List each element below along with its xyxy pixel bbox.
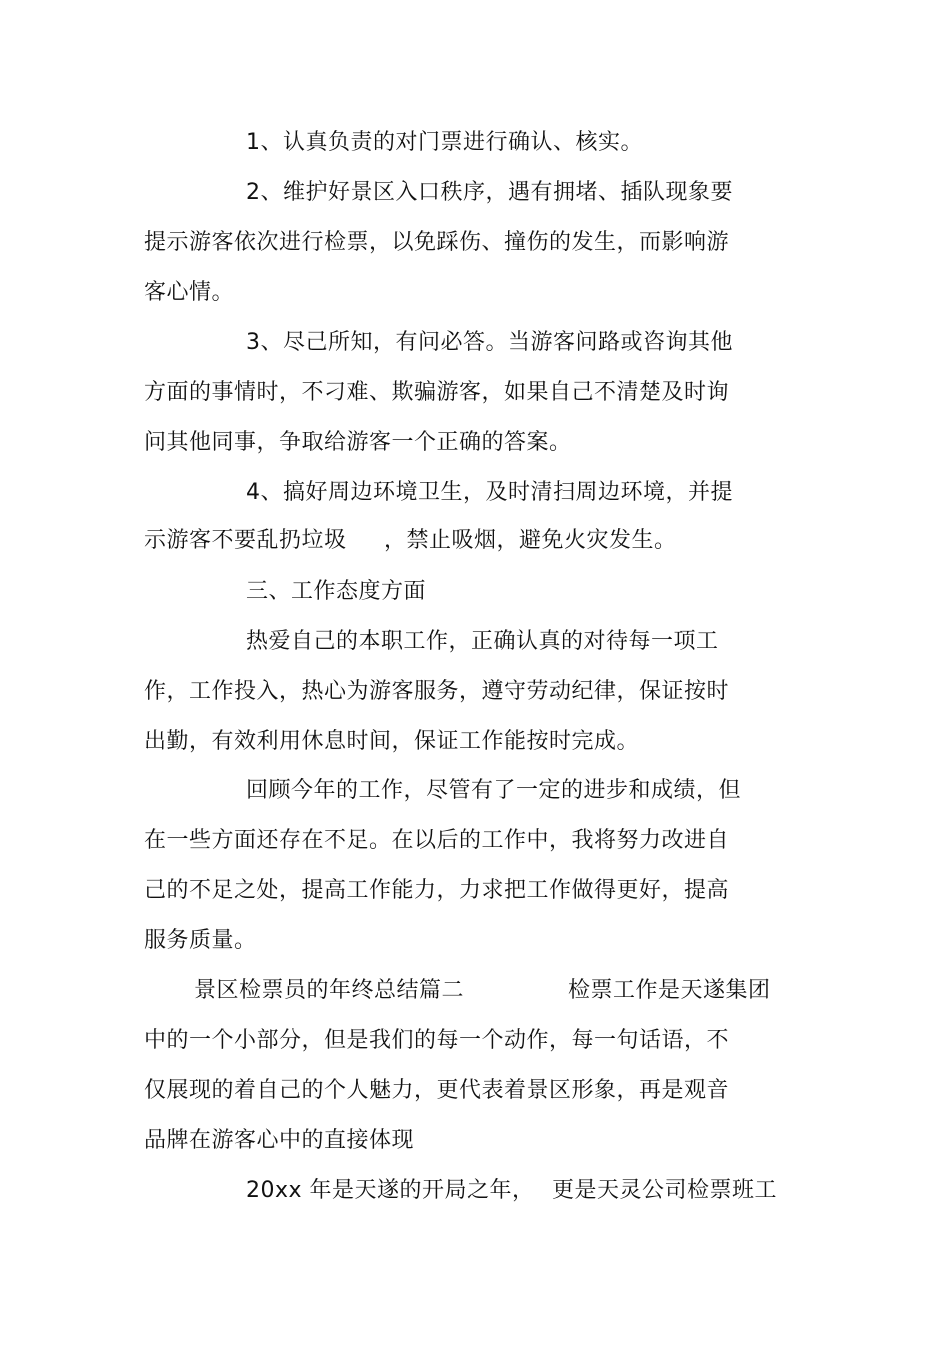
paragraph-part2-line-1: 检票工作是天遂集团 (568, 978, 771, 1003)
paragraph-part2-line-4: 品牌在游客心中的直接体现 (144, 1128, 415, 1153)
paragraph-review-line-2: 在一些方面还存在不足。在以后的工作中，我将努力改进自 (144, 828, 730, 853)
list-item-2-line-3: 客心情。 (144, 280, 235, 305)
section-heading: 三、工作态度方面 (246, 579, 427, 604)
list-item-4-line-1: 4、搞好周边环境卫生，及时清扫周边环境，并提 (246, 480, 733, 505)
paragraph-review-line-4: 服务质量。 (144, 928, 257, 953)
paragraph-year-line-1a: 20xx 年是天遂的开局之年， (246, 1178, 535, 1203)
paragraph-review-line-3: 己的不足之处，提高工作能力，力求把工作做得更好，提高 (144, 878, 730, 903)
paragraph-part2-line-2: 中的一个小部分，但是我们的每一个动作，每一句话语，不 (144, 1028, 730, 1053)
paragraph-part2-line-3: 仅展现的着自己的个人魅力，更代表着景区形象，再是观音 (144, 1078, 730, 1103)
list-item-3-line-3: 问其他同事，争取给游客一个正确的答案。 (144, 430, 572, 455)
list-item-2-line-2: 提示游客依次进行检票，以免踩伤、撞伤的发生，而影响游 (144, 230, 730, 255)
list-item-1: 1、认真负责的对门票进行确认、核实。 (246, 130, 643, 155)
paragraph-attitude-line-2: 作，工作投入，热心为游客服务，遵守劳动纪律，保证按时 (144, 679, 730, 704)
list-item-4-line-2a: 示游客不要乱扔垃圾 (144, 528, 347, 553)
list-item-4-line-2b: ，禁止吸烟，避免火灾发生。 (384, 528, 677, 553)
paragraph-year-line-1b: 更是天灵公司检票班工 (552, 1178, 778, 1203)
paragraph-review-line-1: 回顾今年的工作，尽管有了一定的进步和成绩，但 (246, 778, 742, 803)
paragraph-attitude-line-3: 出勤，有效利用休息时间，保证工作能按时完成。 (144, 729, 640, 754)
paragraph-attitude-line-1: 热爱自己的本职工作，正确认真的对待每一项工 (246, 629, 719, 654)
list-item-2-line-1: 2、维护好景区入口秩序，遇有拥堵、插队现象要 (246, 180, 733, 205)
article-title: 景区检票员的年终总结篇二 (194, 978, 465, 1003)
list-item-3-line-1: 3、尽己所知，有问必答。当游客问路或咨询其他 (246, 330, 733, 355)
list-item-3-line-2: 方面的事情时，不刁难、欺骗游客，如果自己不清楚及时询 (144, 380, 730, 405)
